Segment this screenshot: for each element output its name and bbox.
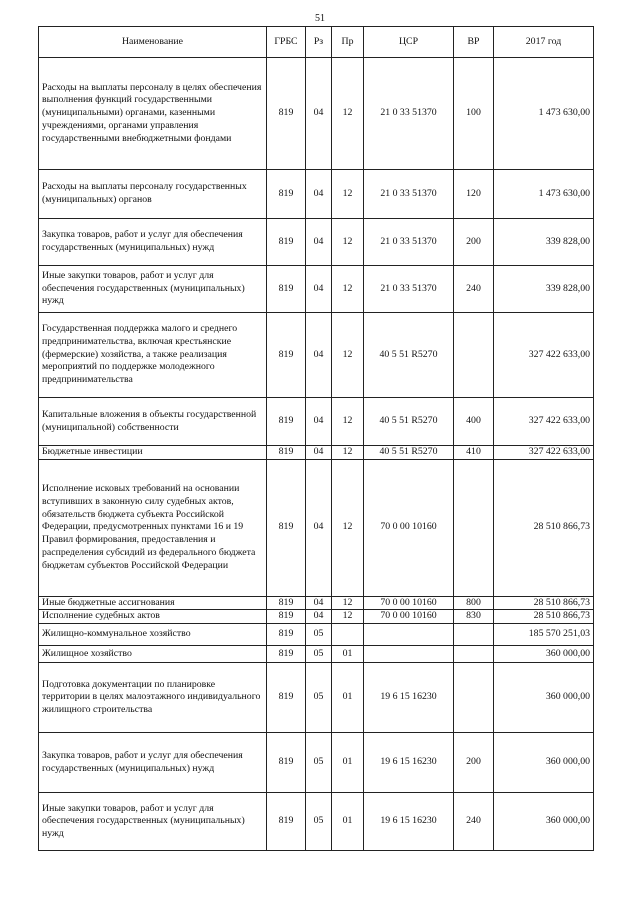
table-row — [39, 663, 594, 733]
row-csr: 40 5 51 R5270 — [364, 446, 454, 460]
row-pr: 12 — [332, 58, 364, 170]
row-csr: 40 5 51 R5270 — [364, 313, 454, 398]
table-row — [39, 446, 594, 460]
header-year: 2017 год — [494, 27, 594, 58]
row-pr: 01 — [332, 733, 364, 793]
row-csr — [364, 646, 454, 663]
row-name: Расходы на выплаты персоналу государственных (муниципальных) органов — [39, 170, 267, 219]
row-amount: 339 828,00 — [494, 266, 594, 313]
row-name: Расходы на выплаты персоналу в целях обеспечения выполнения функций государственными (муниципальными) органами, казенными учреждениями, органами управления государственными внебюджетными фондами — [39, 58, 267, 170]
row-rz: 04 — [306, 398, 332, 446]
row-vr: 410 — [454, 446, 494, 460]
table-row — [39, 219, 594, 266]
table-row — [39, 610, 594, 624]
row-pr: 12 — [332, 313, 364, 398]
table-row — [39, 170, 594, 219]
row-grbs: 819 — [267, 624, 306, 646]
row-vr: 240 — [454, 266, 494, 313]
row-rz: 05 — [306, 793, 332, 851]
row-csr: 21 0 33 51370 — [364, 170, 454, 219]
row-csr: 21 0 33 51370 — [364, 219, 454, 266]
row-rz: 04 — [306, 58, 332, 170]
row-pr: 12 — [332, 610, 364, 624]
row-csr — [364, 624, 454, 646]
row-pr: 12 — [332, 596, 364, 610]
table-row — [39, 58, 594, 170]
row-name: Иные бюджетные ассигнования — [39, 596, 267, 610]
row-name: Исполнение судебных актов — [39, 610, 267, 624]
row-name: Иные закупки товаров, работ и услуг для обеспечения государственных (муниципальных) нужд — [39, 266, 267, 313]
row-grbs: 819 — [267, 170, 306, 219]
row-amount: 360 000,00 — [494, 793, 594, 851]
row-vr — [454, 459, 494, 596]
header-csr: ЦСР — [364, 27, 454, 58]
row-vr: 800 — [454, 596, 494, 610]
row-rz: 04 — [306, 266, 332, 313]
row-grbs: 819 — [267, 459, 306, 596]
row-vr: 120 — [454, 170, 494, 219]
row-csr: 19 6 15 16230 — [364, 793, 454, 851]
row-vr: 400 — [454, 398, 494, 446]
row-rz: 05 — [306, 733, 332, 793]
row-name: Иные закупки товаров, работ и услуг для обеспечения государственных (муниципальных) нужд — [39, 793, 267, 851]
row-vr: 240 — [454, 793, 494, 851]
row-name: Исполнение исковых требований на основании вступивших в законную силу судебных актов, обязательств бюджета субъекта Российской Федерации, предусмотренных пунктами 16 и 19 Правил формирования, предоставления и распределения субсидий из федерального бюджета бюджетам субъектов Российской Федерации — [39, 459, 267, 596]
row-amount: 360 000,00 — [494, 733, 594, 793]
row-rz: 05 — [306, 646, 332, 663]
row-amount: 327 422 633,00 — [494, 313, 594, 398]
row-vr: 200 — [454, 733, 494, 793]
header-rz: Рз — [306, 27, 332, 58]
row-name: Жилищное хозяйство — [39, 646, 267, 663]
row-grbs: 819 — [267, 446, 306, 460]
header-vr: ВР — [454, 27, 494, 58]
row-amount: 1 473 630,00 — [494, 58, 594, 170]
table-row — [39, 266, 594, 313]
row-grbs: 819 — [267, 398, 306, 446]
table-row — [39, 793, 594, 851]
table-row — [39, 459, 594, 596]
row-grbs: 819 — [267, 266, 306, 313]
header-grbs: ГРБС — [267, 27, 306, 58]
row-rz: 04 — [306, 596, 332, 610]
header-name: Наименование — [39, 27, 267, 58]
row-vr — [454, 646, 494, 663]
table-row — [39, 398, 594, 446]
row-amount: 327 422 633,00 — [494, 446, 594, 460]
header-pr: Пр — [332, 27, 364, 58]
table-row — [39, 733, 594, 793]
row-csr: 21 0 33 51370 — [364, 58, 454, 170]
row-grbs: 819 — [267, 58, 306, 170]
row-amount: 28 510 866,73 — [494, 610, 594, 624]
table-row — [39, 624, 594, 646]
row-csr: 19 6 15 16230 — [364, 733, 454, 793]
row-amount: 1 473 630,00 — [494, 170, 594, 219]
table-row — [39, 646, 594, 663]
row-amount: 327 422 633,00 — [494, 398, 594, 446]
row-vr: 200 — [454, 219, 494, 266]
row-pr: 01 — [332, 646, 364, 663]
row-csr: 70 0 00 10160 — [364, 596, 454, 610]
row-rz: 05 — [306, 624, 332, 646]
row-rz: 04 — [306, 170, 332, 219]
row-pr: 12 — [332, 170, 364, 219]
row-grbs: 819 — [267, 313, 306, 398]
row-rz: 04 — [306, 610, 332, 624]
row-vr: 830 — [454, 610, 494, 624]
row-name: Капитальные вложения в объекты государственной (муниципальной) собственности — [39, 398, 267, 446]
table-row — [39, 313, 594, 398]
row-pr: 12 — [332, 459, 364, 596]
row-amount: 360 000,00 — [494, 646, 594, 663]
row-amount: 28 510 866,73 — [494, 596, 594, 610]
row-pr: 12 — [332, 398, 364, 446]
row-grbs: 819 — [267, 733, 306, 793]
row-grbs: 819 — [267, 610, 306, 624]
row-amount: 339 828,00 — [494, 219, 594, 266]
table-row — [39, 596, 594, 610]
page-number: 51 — [315, 13, 325, 24]
table-header-row — [39, 27, 594, 58]
row-vr: 100 — [454, 58, 494, 170]
row-pr: 01 — [332, 663, 364, 733]
row-rz: 04 — [306, 459, 332, 596]
row-name: Закупка товаров, работ и услуг для обеспечения государственных (муниципальных) нужд — [39, 219, 267, 266]
row-grbs: 819 — [267, 663, 306, 733]
row-csr: 19 6 15 16230 — [364, 663, 454, 733]
row-rz: 04 — [306, 446, 332, 460]
row-csr: 40 5 51 R5270 — [364, 398, 454, 446]
row-grbs: 819 — [267, 219, 306, 266]
row-pr: 01 — [332, 793, 364, 851]
row-rz: 04 — [306, 313, 332, 398]
row-csr: 70 0 00 10160 — [364, 610, 454, 624]
row-csr: 21 0 33 51370 — [364, 266, 454, 313]
row-pr — [332, 624, 364, 646]
row-pr: 12 — [332, 219, 364, 266]
row-name: Бюджетные инвестиции — [39, 446, 267, 460]
row-name: Подготовка документации по планировке территории в целях малоэтажного индивидуального жилищного строительства — [39, 663, 267, 733]
row-grbs: 819 — [267, 646, 306, 663]
row-rz: 04 — [306, 219, 332, 266]
row-rz: 05 — [306, 663, 332, 733]
row-grbs: 819 — [267, 793, 306, 851]
row-name: Закупка товаров, работ и услуг для обеспечения государственных (муниципальных) нужд — [39, 733, 267, 793]
budget-table — [38, 26, 594, 851]
row-vr — [454, 663, 494, 733]
row-pr: 12 — [332, 266, 364, 313]
row-grbs: 819 — [267, 596, 306, 610]
row-amount: 28 510 866,73 — [494, 459, 594, 596]
row-pr: 12 — [332, 446, 364, 460]
row-csr: 70 0 00 10160 — [364, 459, 454, 596]
row-name: Государственная поддержка малого и среднего предпринимательства, включая крестьянские (фермерские) хозяйства, а также реализация мероприятий по поддержке молодежного предпринимательства — [39, 313, 267, 398]
row-vr — [454, 313, 494, 398]
row-vr — [454, 624, 494, 646]
row-name: Жилищно-коммунальное хозяйство — [39, 624, 267, 646]
row-amount: 185 570 251,03 — [494, 624, 594, 646]
row-amount: 360 000,00 — [494, 663, 594, 733]
